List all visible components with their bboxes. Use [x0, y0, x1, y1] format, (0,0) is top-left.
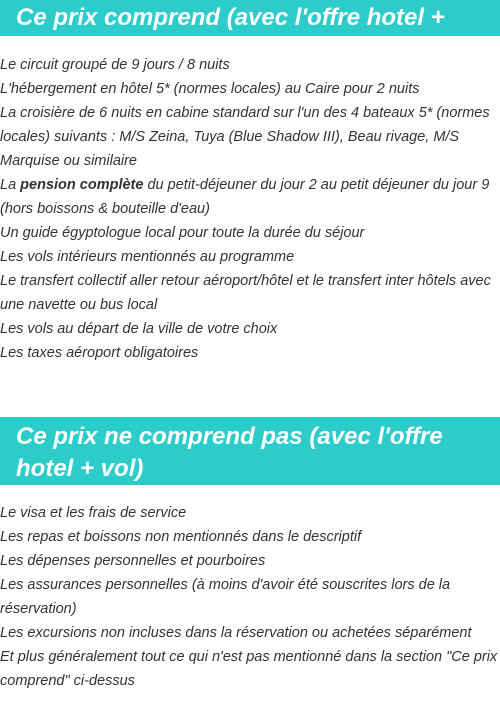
included-item-airport-taxes: Les taxes aéroport obligatoires	[0, 345, 199, 361]
included-item-cruise: La croisière de 6 nuits en cabine standard sur l'un des 4 bateaux 5* (normes locales) suivants : M/S Zeina, Tuya (Blue Shadow III), Beau rivage, M/S Marquise ou similaire	[0, 105, 490, 169]
included-item-full-board	[0, 173, 500, 221]
included-item-domestic-flights: Les vols intérieurs mentionnés au programme	[0, 249, 295, 265]
included-item-circuit: Le circuit groupé de 9 jours / 8 nuits	[0, 57, 230, 73]
excluded-item-personal-expenses: Les dépenses personnelles et pourboires	[0, 553, 266, 569]
excluded-item-visa: Le visa et les frais de service	[0, 505, 187, 521]
included-item-guide: Un guide égyptologue local pour toute la durée du séjour	[0, 225, 365, 241]
included-section-title: Ce prix comprend (avec l'offre hotel + vol)	[0, 0, 500, 36]
full-board-suffix: du petit-déjeuner du jour 2 au petit déjeuner du jour 9 (hors boissons & bouteille d'eau)	[0, 177, 490, 217]
included-item-departure-flights: Les vols au départ de la ville de votre choix	[0, 321, 278, 337]
excluded-item-insurance: Les assurances personnelles (à moins d'avoir été souscrites lors de la réservation)	[0, 577, 451, 617]
excluded-item-meals: Les repas et boissons non mentionnés dans le descriptif	[0, 529, 362, 545]
included-item-hotel-cairo: L'hébergement en hôtel 5* (normes locales) au Caire pour 2 nuits	[0, 81, 420, 97]
full-board-bold: pension complète	[20, 177, 144, 193]
excluded-item-excursions: Les excursions non incluses dans la réservation ou achetées séparément	[0, 625, 472, 641]
full-board-prefix: La	[0, 177, 21, 193]
included-items-list	[0, 53, 500, 365]
excluded-item-other: Et plus généralement tout ce qui n'est pas mentionné dans la section "Ce prix comprend" ci-dessus	[0, 649, 498, 689]
included-item-transfers: Le transfert collectif aller retour aéroport/hôtel et le transfert inter hôtels avec une navette ou bus local	[0, 273, 491, 313]
excluded-items-list	[0, 501, 500, 693]
excluded-section-title: Ce prix ne comprend pas (avec l'offre hotel + vol)	[0, 417, 500, 485]
